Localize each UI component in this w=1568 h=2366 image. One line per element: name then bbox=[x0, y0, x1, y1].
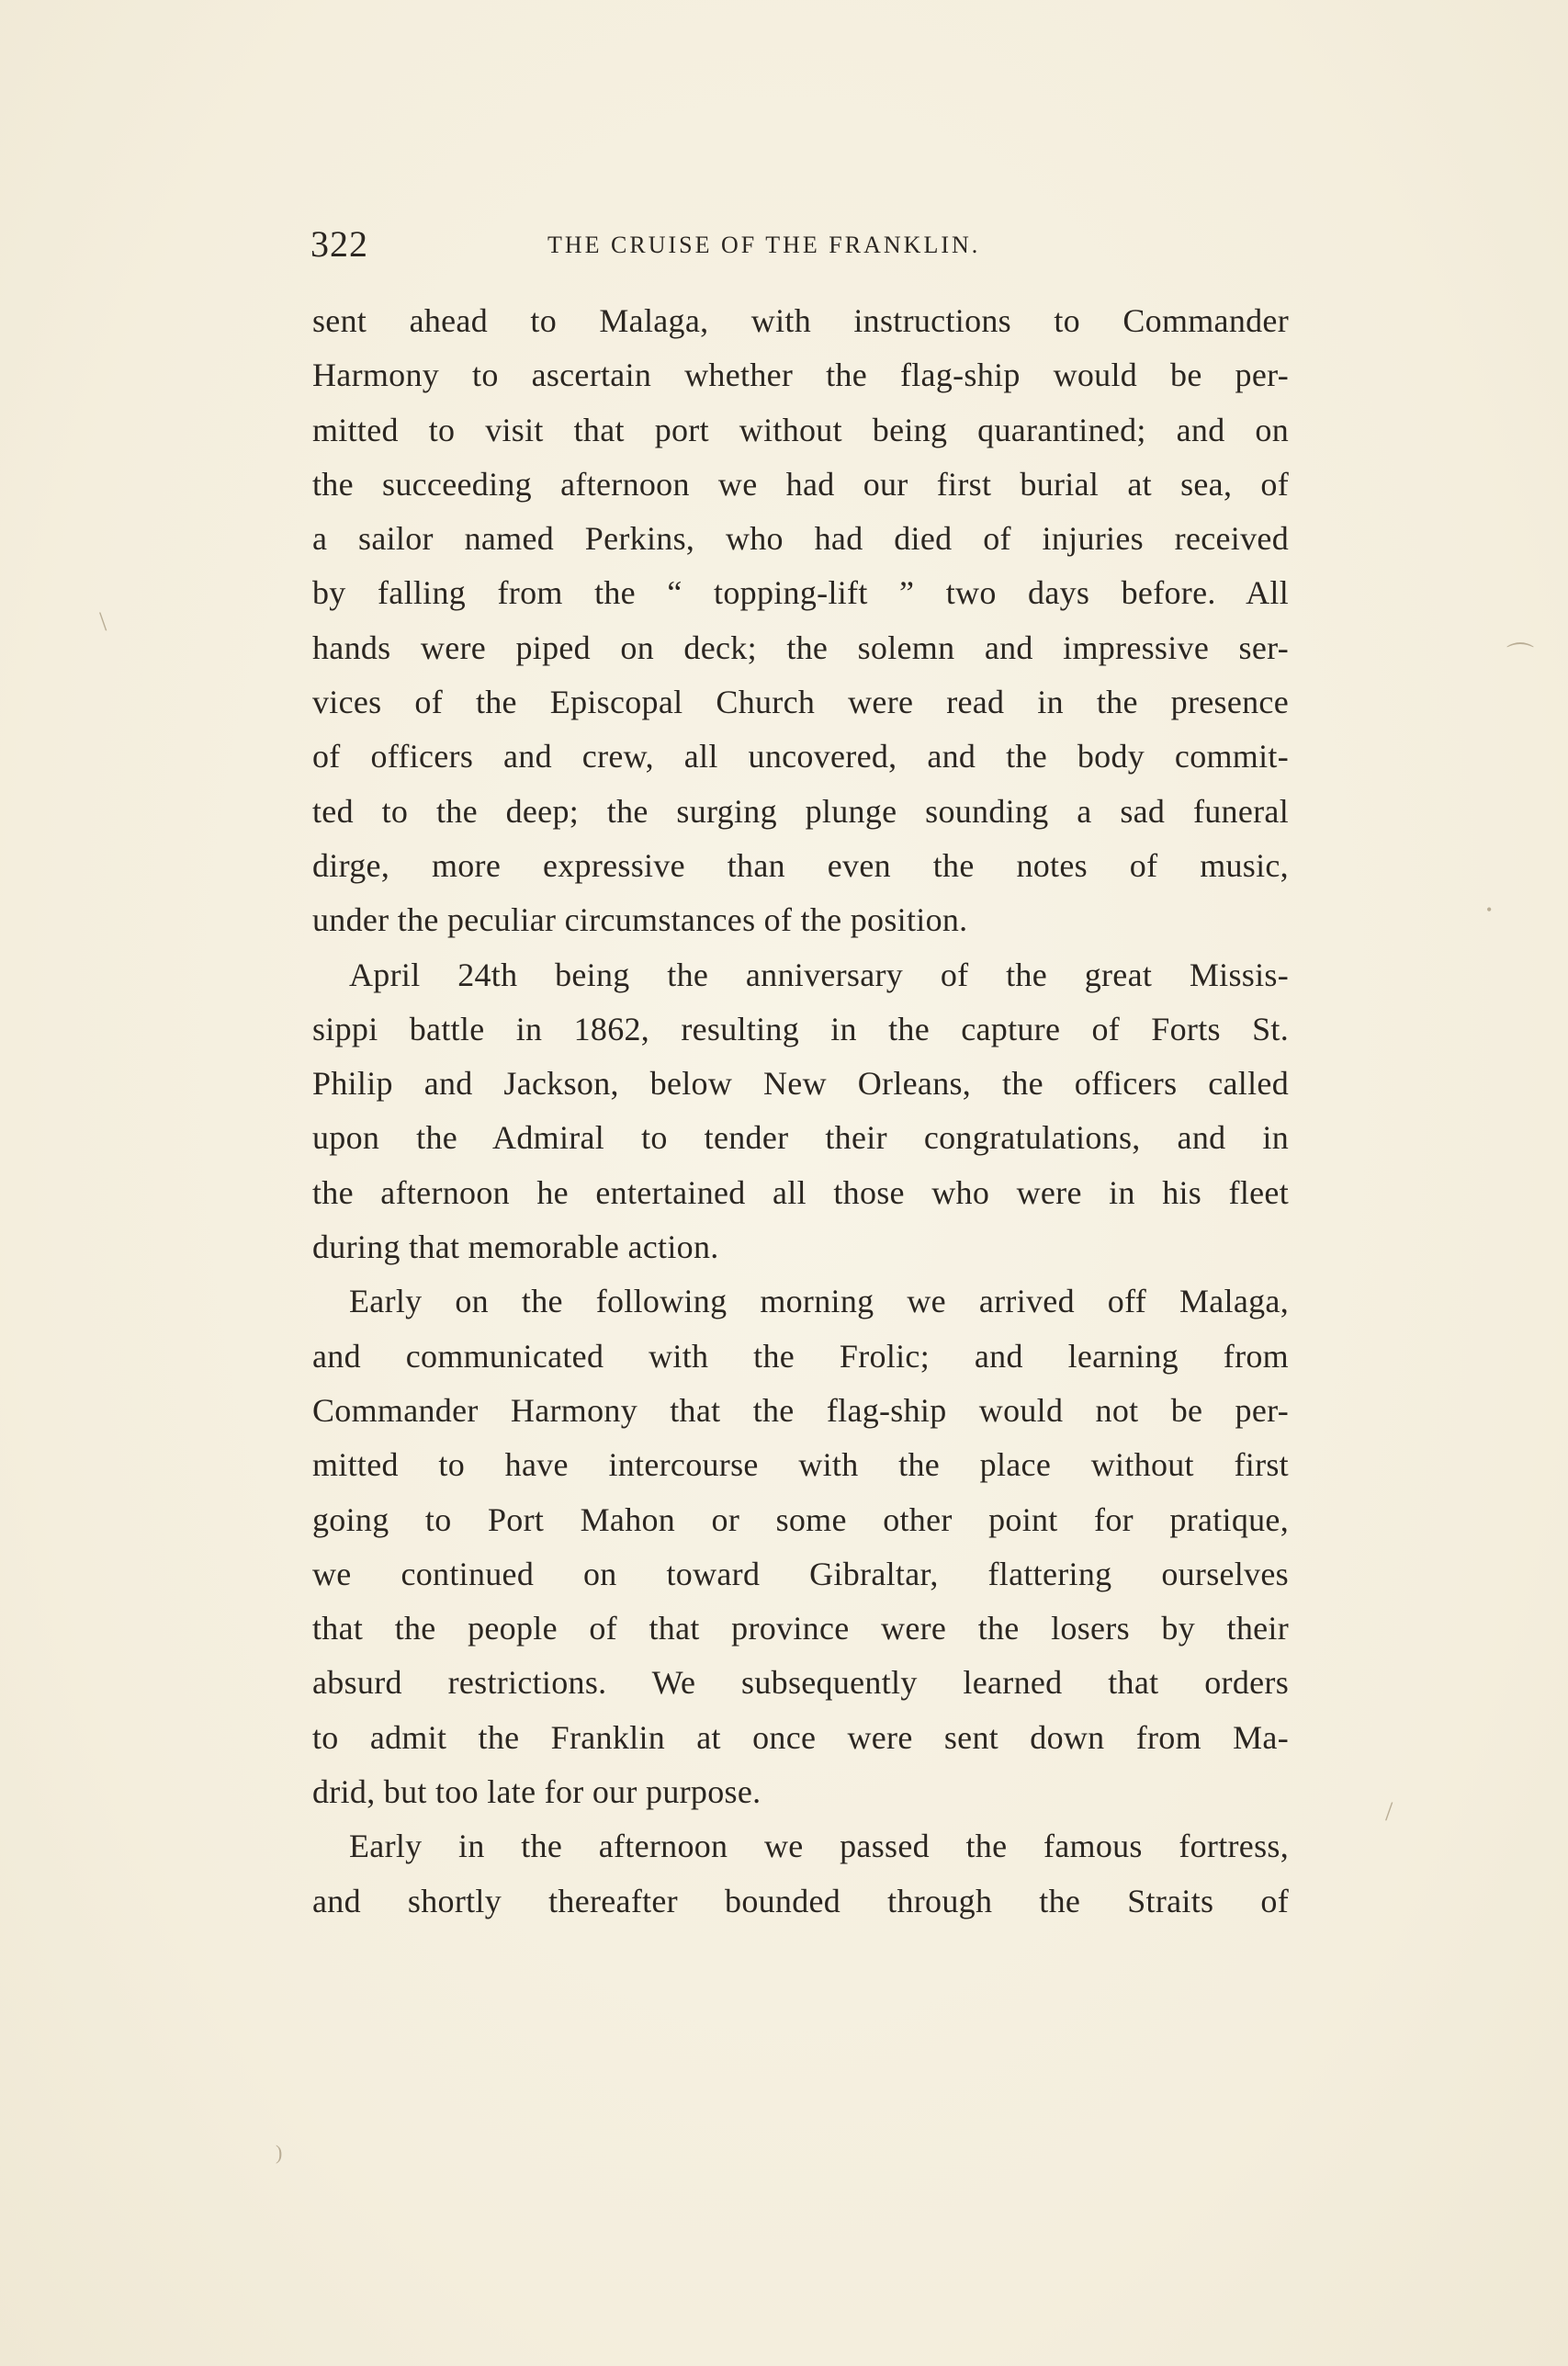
text-line: drid, but too late for our purpose. bbox=[312, 1773, 761, 1811]
text-line: vices of the Episcopal Church were read in the presence bbox=[312, 684, 1289, 721]
text-line: mitted to visit that port without being quarantined; and on bbox=[312, 411, 1289, 448]
text-line: and communicated with the Frolic; and learning from bbox=[312, 1337, 1289, 1375]
text-line: of officers and crew, all uncovered, and the body commit- bbox=[312, 738, 1289, 775]
text-line: a sailor named Perkins, who had died of injuries received bbox=[312, 520, 1289, 558]
running-head bbox=[310, 222, 1287, 266]
scan-mark: ) bbox=[276, 2141, 283, 2164]
text-line: Philip and Jackson, below New Orleans, the officers called bbox=[312, 1065, 1289, 1103]
scan-mark: ⌒ bbox=[1506, 642, 1534, 673]
text-line: under the peculiar circumstances of the position. bbox=[312, 901, 968, 939]
body-text bbox=[312, 294, 1289, 1929]
text-line: going to Port Mahon or some other point for pratique, bbox=[312, 1500, 1289, 1538]
scan-mark: / bbox=[1385, 1796, 1393, 1827]
text-line: the afternoon he entertained all those who were in his fleet bbox=[312, 1173, 1289, 1211]
text-line: sippi battle in 1862, resulting in the capture of Forts St. bbox=[312, 1010, 1289, 1047]
text-line: to admit the Franklin at once were sent down from Ma- bbox=[312, 1718, 1289, 1756]
text-line: Commander Harmony that the flag-ship would not be per- bbox=[312, 1391, 1289, 1429]
text-line: during that memorable action. bbox=[312, 1228, 719, 1266]
text-line: Early on the following morning we arrived off Malaga, bbox=[349, 1283, 1289, 1320]
text-line: upon the Admiral to tender their congratulations, and in bbox=[312, 1119, 1289, 1157]
text-line: Early in the afternoon we passed the famous fortress, bbox=[349, 1828, 1289, 1865]
scan-mark: • bbox=[1486, 900, 1493, 919]
page-number: 322 bbox=[310, 223, 368, 265]
text-line: dirge, more expressive than even the notes of music, bbox=[312, 846, 1289, 884]
text-line: hands were piped on deck; the solemn and impressive ser- bbox=[312, 628, 1289, 666]
running-title: THE CRUISE OF THE FRANKLIN. bbox=[547, 232, 981, 258]
text-line: we continued on toward Gibraltar, flattering ourselves bbox=[312, 1555, 1289, 1592]
text-line: the succeeding afternoon we had our first burial at sea, of bbox=[312, 465, 1289, 503]
text-line: sent ahead to Malaga, with instructions to Commander bbox=[312, 302, 1289, 339]
text-line: ted to the deep; the surging plunge sounding a sad funeral bbox=[312, 792, 1289, 830]
text-line: Harmony to ascertain whether the flag-ship would be per- bbox=[312, 357, 1289, 394]
scan-mark: \ bbox=[99, 606, 107, 637]
text-line: by falling from the “ topping-lift ” two days before. All bbox=[312, 574, 1289, 612]
text-line: and shortly thereafter bounded through the Straits of bbox=[312, 1882, 1289, 1919]
text-line: mitted to have intercourse with the place without first bbox=[312, 1446, 1289, 1484]
text-line: that the people of that province were the losers by their bbox=[312, 1610, 1289, 1647]
text-line: April 24th being the anniversary of the great Missis- bbox=[349, 956, 1289, 993]
text-line: absurd restrictions. We subsequently learned that orders bbox=[312, 1664, 1289, 1702]
